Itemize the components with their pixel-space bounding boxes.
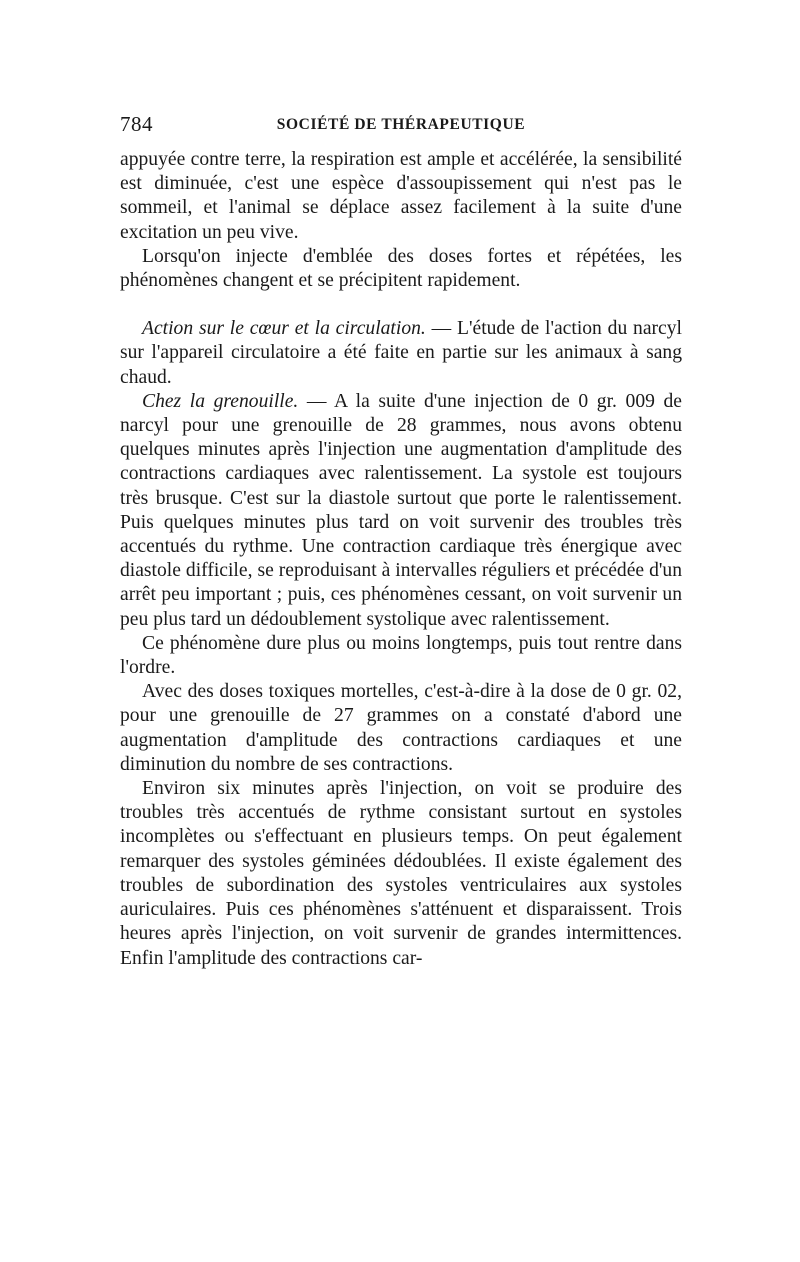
section-paragraph xyxy=(120,317,682,390)
section-heading: Action sur le cœur et la circulation. xyxy=(142,318,426,340)
subsection-paragraph xyxy=(120,390,682,632)
paragraph-text: Avec des doses toxiques mortelles, c'est-à-dire à la dose de 0 gr. 02, pour une grenouille de 27 grammes on a constaté d'abord une augmentation d'amplitude des contractions cardiaques et une diminution du nombre de ses contractions. xyxy=(120,681,682,775)
paragraph xyxy=(120,632,682,680)
book-page xyxy=(120,108,682,971)
running-head xyxy=(120,108,682,148)
page-number: 784 xyxy=(120,112,153,136)
running-title: SOCIÉTÉ DE THÉRAPEUTIQUE xyxy=(276,116,526,133)
paragraph-text: Environ six minutes après l'injection, on voit se produire des troubles très accentués de rythme consistant surtout en systoles incomplètes ou s'effectuant en plusieurs temps. On peut également remarquer des systoles géminées dédoublées. Il existe également des troubles de subordination des systoles ventriculaires aux systoles auriculaires. Puis ces phénomènes s'atténuent et disparaissent. Trois heures après l'injection, on voit survenir de grandes intermittences. Enfin l'amplitude des contractions car- xyxy=(120,778,682,969)
paragraph xyxy=(120,245,682,293)
paragraph xyxy=(120,680,682,777)
paragraph-text: — L'étude de l'action du narcyl sur l'appareil circulatoire a été faite en partie sur les animaux à sang chaud. xyxy=(120,318,682,388)
body-text xyxy=(120,148,682,971)
paragraph xyxy=(120,148,682,245)
subsection-heading: Chez la grenouille. xyxy=(142,390,299,412)
paragraph-text: Lorsqu'on injecte d'emblée des doses fortes et répétées, les phénomènes changent et se précipitent rapidement. xyxy=(120,245,682,292)
paragraph xyxy=(120,777,682,971)
paragraph-text: — A la suite d'une injection de 0 gr. 009 de narcyl pour une grenouille de 28 grammes, nous avons obtenu quelques minutes après l'injection une augmentation d'amplitude des contractions cardiaques avec ralentissement. La systole est toujours très brusque. C'est sur la diastole surtout que porte le ralentissement. Puis quelques minutes plus tard on voit survenir des troubles très accentués du rythme. Une contraction cardiaque très énergique avec diastole difficile, se reproduisant à intervalles réguliers et précédée d'un arrêt peu important ; puis, ces phénomènes cessant, on voit survenir un peu plus tard un dédoublement systolique avec ralentissement. xyxy=(120,390,682,630)
paragraph-text: appuyée contre terre, la respiration est ample et accélérée, la sensibilité est diminuée, c'est une espèce d'assoupissement qui n'est pas le sommeil, et l'animal se déplace assez facilement à la suite d'une excitation un peu vive. xyxy=(120,149,682,243)
paragraph-text: Ce phénomène dure plus ou moins longtemps, puis tout rentre dans l'ordre. xyxy=(120,632,682,679)
